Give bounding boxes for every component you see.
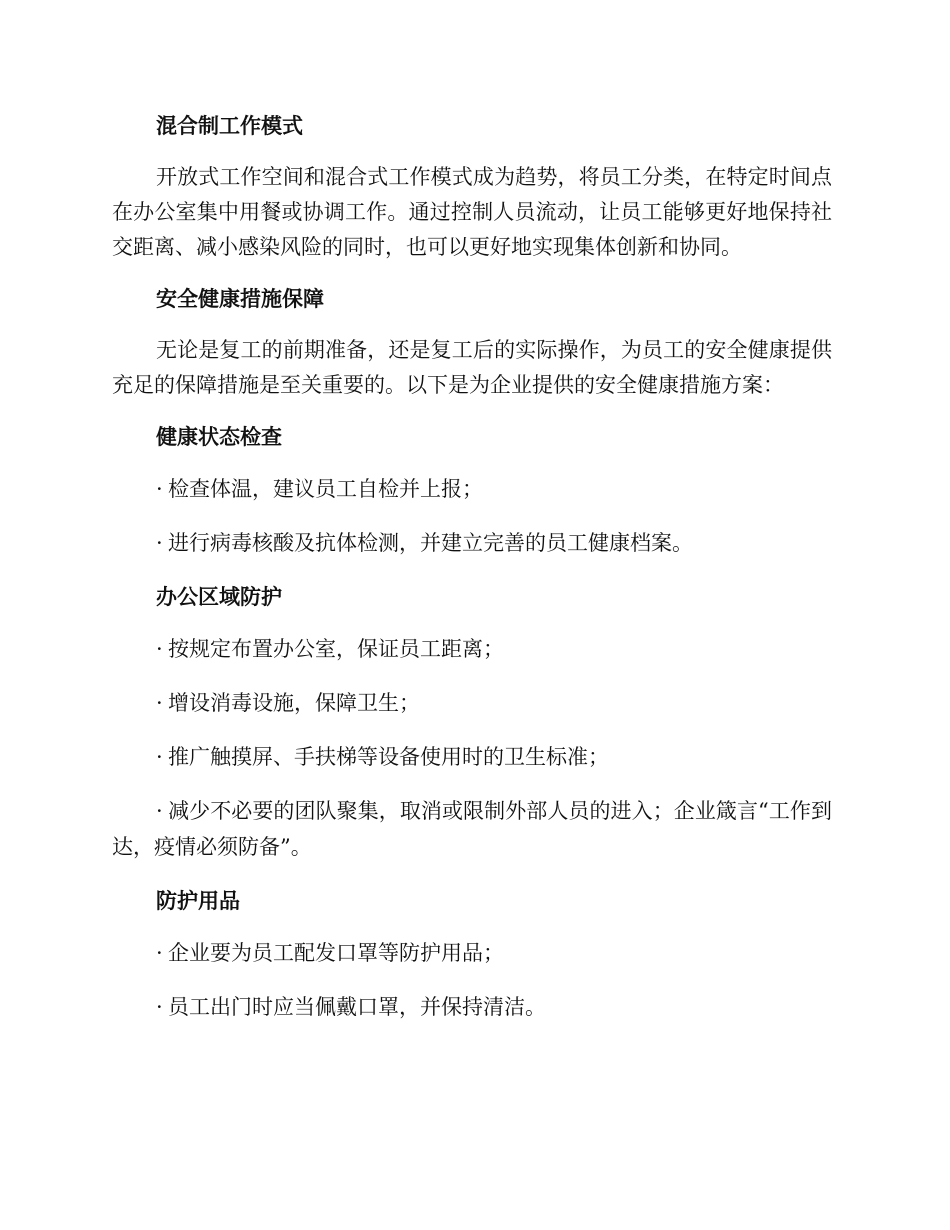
list-item-text: 减少不必要的团队聚集，取消或限制外部人员的进入；企业箴言“工作到达，疫情必须防备”。 xyxy=(112,799,832,859)
bullet-dot: · xyxy=(156,477,163,501)
bullet-dot: · xyxy=(156,995,163,1019)
list-item xyxy=(112,631,832,667)
list-item-text: 推广触摸屏、手扶梯等设备使用时的卫生标准； xyxy=(168,745,609,769)
list-item-text: 增设消毒设施，保障卫生； xyxy=(168,691,420,715)
document-body xyxy=(112,108,832,1043)
list-item xyxy=(112,793,832,865)
list-item xyxy=(112,471,832,507)
list-item xyxy=(112,525,832,561)
list-item xyxy=(112,739,832,775)
section-heading-hybrid-work: 混合制工作模式 xyxy=(156,114,303,138)
paragraph-hybrid-work: 开放式工作空间和混合式工作模式成为趋势，将员工分类，在特定时间点在办公室集中用餐或协调工作。通过控制人员流动，让员工能够更好地保持社交距离、减小感染风险的同时，也可以更好地实现集体创新和协同。 xyxy=(112,165,832,259)
paragraph-safety-measures: 无论是复工的前期准备，还是复工后的实际操作，为员工的安全健康提供充足的保障措施是至关重要的。以下是为企业提供的安全健康措施方案： xyxy=(112,338,832,397)
bullet-dot: · xyxy=(156,691,163,715)
list-item xyxy=(112,685,832,721)
list-item-text: 按规定布置办公室，保证员工距离； xyxy=(168,637,504,661)
list-item-text: 检查体温，建议员工自检并上报； xyxy=(168,477,483,501)
bullet-dot: · xyxy=(156,941,163,965)
list-item-text: 员工出门时应当佩戴口罩，并保持清洁。 xyxy=(168,995,546,1019)
bullet-dot: · xyxy=(156,637,163,661)
bullet-dot: · xyxy=(156,799,163,823)
bullet-dot: · xyxy=(156,745,163,769)
list-item xyxy=(112,989,832,1025)
list-item-text: 企业要为员工配发口罩等防护用品； xyxy=(168,941,504,965)
section-heading-protective-supplies: 防护用品 xyxy=(156,889,240,913)
bullet-dot: · xyxy=(156,531,163,555)
section-heading-safety-measures: 安全健康措施保障 xyxy=(156,287,324,311)
list-item-text: 进行病毒核酸及抗体检测，并建立完善的员工健康档案。 xyxy=(168,531,693,555)
list-item xyxy=(112,935,832,971)
section-heading-health-check: 健康状态检查 xyxy=(156,425,282,449)
section-heading-office-protection: 办公区域防护 xyxy=(156,585,282,609)
